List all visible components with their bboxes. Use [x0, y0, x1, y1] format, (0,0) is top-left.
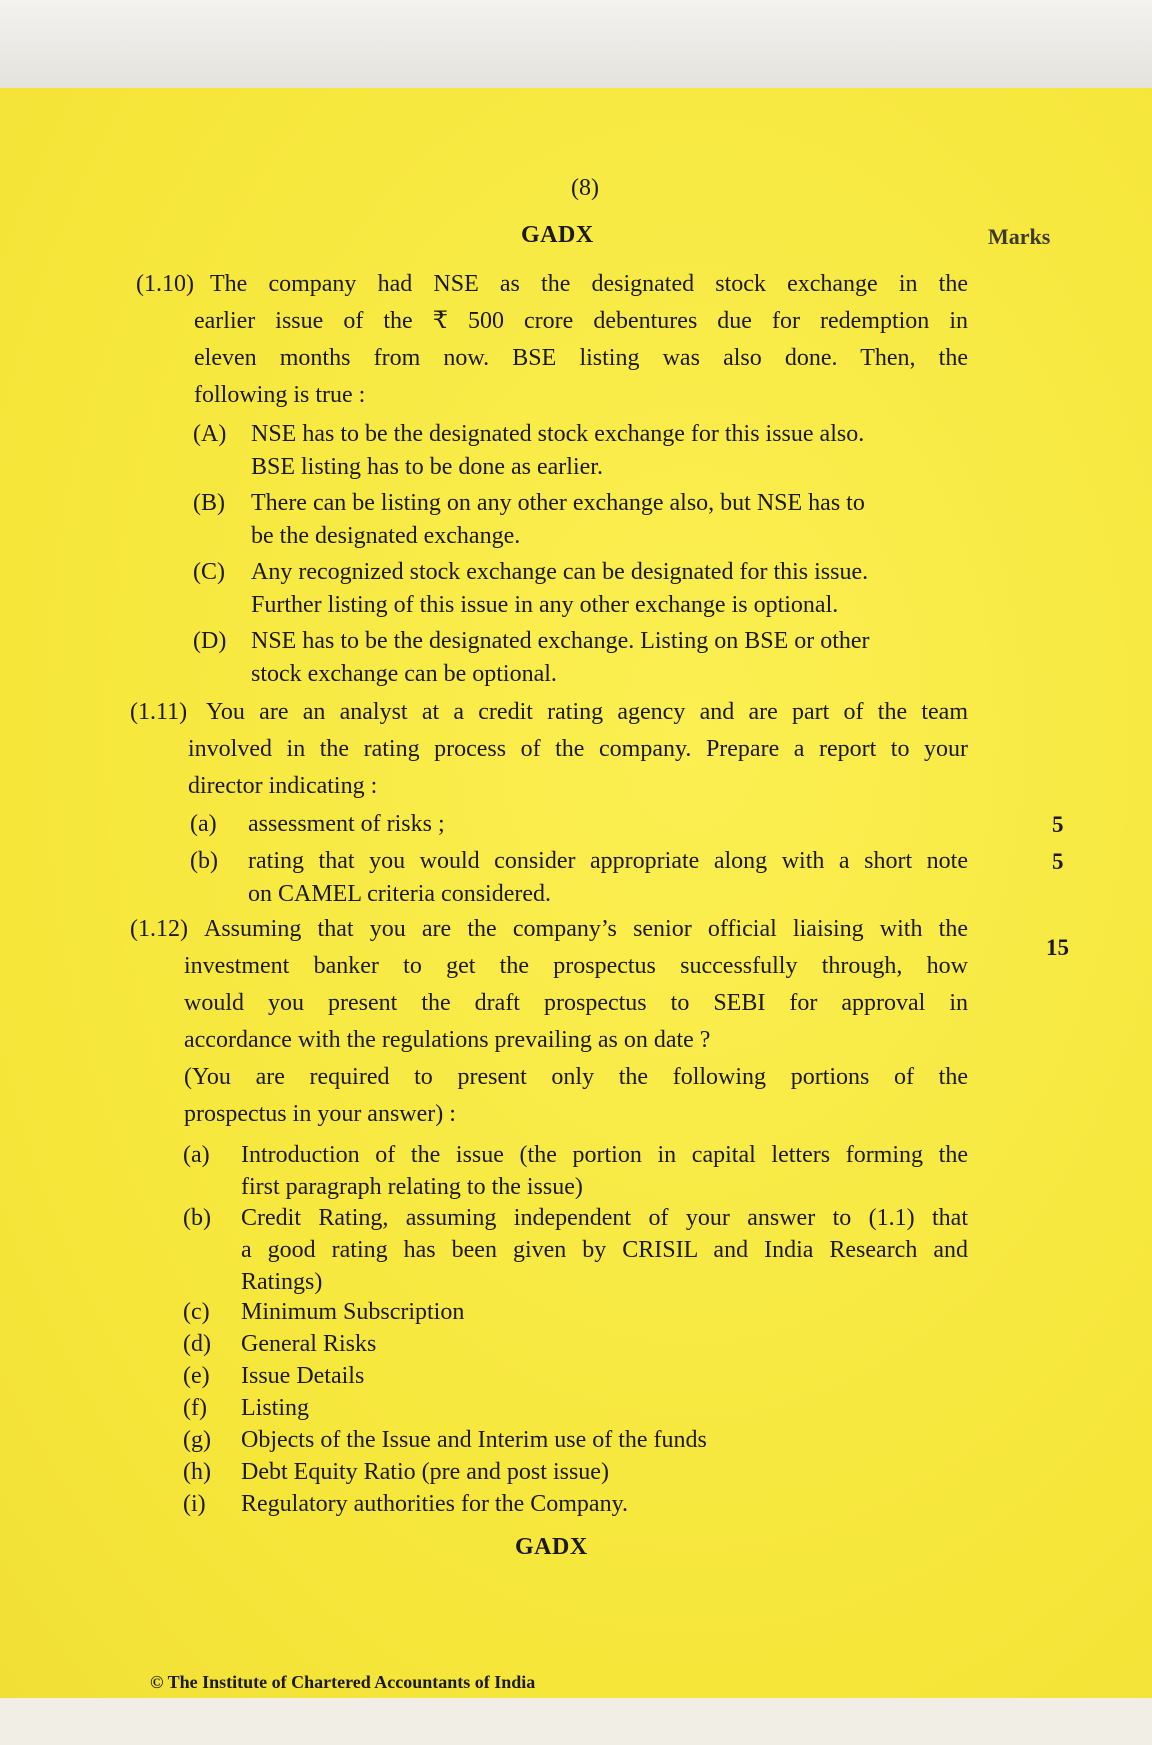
item-line: Regulatory authorities for the Company. — [241, 1491, 629, 1517]
question-number: (1.11) — [130, 699, 188, 725]
option-a — [193, 418, 968, 488]
item-label: (c) — [183, 1299, 210, 1325]
option-line: stock exchange can be optional. — [251, 661, 557, 687]
option-b — [193, 487, 968, 557]
item-line: a good rating has been given by CRISIL and India Research and — [241, 1237, 968, 1263]
item-line: rating that you would consider appropriate along with a short note — [248, 848, 968, 874]
question-number: (1.10) — [136, 271, 194, 297]
question-number: (1.12) — [130, 916, 188, 942]
question-line: investment banker to get the prospectus successfully through, how — [184, 953, 968, 979]
question-1-12 — [130, 911, 968, 1133]
question-1-10 — [136, 266, 968, 414]
option-line: BSE listing has to be done as earlier. — [251, 454, 603, 480]
question-note-line: (You are required to present only the following portions of the — [184, 1064, 968, 1090]
item-label: (h) — [183, 1459, 211, 1485]
item-line: General Risks — [241, 1331, 377, 1357]
item-label: (b) — [190, 848, 218, 874]
option-line: Any recognized stock exchange can be designated for this issue. — [251, 559, 869, 585]
paper-code-bottom: GADX — [515, 1534, 588, 1560]
question-line: accordance with the regulations prevailing as on date ? — [184, 1027, 711, 1053]
question-1-11 — [130, 694, 968, 805]
item-line: assessment of risks ; — [248, 811, 445, 837]
paper-code-top: GADX — [521, 222, 594, 248]
option-label: (B) — [193, 490, 225, 516]
copyright-footer: © The Institute of Chartered Accountants of India — [150, 1672, 536, 1692]
marks-1-12: 15 — [1046, 935, 1069, 960]
marks-column-header: Marks — [988, 224, 1051, 249]
marks-1-11-a: 5 — [1052, 812, 1064, 837]
question-line: You are an analyst at a credit rating agency and are part of the team — [206, 699, 968, 725]
item-line: first paragraph relating to the issue) — [241, 1174, 583, 1200]
item-label: (e) — [183, 1363, 210, 1389]
item-label: (g) — [183, 1427, 211, 1453]
item-label: (i) — [183, 1491, 206, 1517]
item-line: Objects of the Issue and Interim use of the funds — [241, 1427, 707, 1453]
item-1-11-a — [190, 808, 968, 842]
option-label: (A) — [193, 421, 227, 447]
option-line: be the designated exchange. — [251, 523, 521, 549]
question-line: eleven months from now. BSE listing was also done. Then, the — [194, 345, 968, 371]
item-line: on CAMEL criteria considered. — [248, 881, 552, 907]
option-line: Further listing of this issue in any other exchange is optional. — [251, 592, 839, 618]
item-line: Credit Rating, assuming independent of your answer to (1.1) that — [241, 1205, 968, 1231]
question-line: director indicating : — [188, 773, 378, 799]
question-line: would you present the draft prospectus to SEBI for approval in — [184, 990, 968, 1016]
item-line: Listing — [241, 1395, 310, 1421]
option-line: NSE has to be the designated stock exchange for this issue also. — [251, 421, 865, 447]
item-label: (d) — [183, 1331, 211, 1357]
item-1-11-b — [190, 845, 968, 911]
item-line: Minimum Subscription — [241, 1299, 465, 1325]
item-line: Debt Equity Ratio (pre and post issue) — [241, 1459, 609, 1485]
question-line: following is true : — [194, 382, 366, 408]
question-line: involved in the rating process of the company. Prepare a report to your — [188, 736, 968, 762]
item-label: (b) — [183, 1205, 211, 1231]
option-label: (D) — [193, 628, 227, 654]
item-label: (a) — [190, 811, 217, 837]
option-d — [193, 625, 968, 695]
question-line: The company had NSE as the designated stock exchange in the — [210, 271, 968, 297]
option-c — [193, 556, 968, 626]
item-label: (a) — [183, 1142, 210, 1168]
question-line: earlier issue of the ₹ 500 crore debentures due for redemption in — [194, 308, 968, 334]
scan-bottom-margin — [0, 1698, 1152, 1745]
item-line: Ratings) — [241, 1269, 323, 1295]
item-line: Issue Details — [241, 1363, 365, 1389]
option-line: NSE has to be the designated exchange. Listing on BSE or other — [251, 628, 870, 654]
option-line: There can be listing on any other exchange also, but NSE has to — [251, 490, 865, 516]
scan-top-margin — [0, 0, 1152, 92]
page-number: (8) — [571, 175, 599, 201]
item-label: (f) — [183, 1395, 207, 1421]
option-label: (C) — [193, 559, 225, 585]
marks-1-11-b: 5 — [1052, 849, 1064, 874]
question-note-line: prospectus in your answer) : — [184, 1101, 456, 1127]
question-line: Assuming that you are the company’s senior official liaising with the — [204, 916, 968, 942]
item-line: Introduction of the issue (the portion in capital letters forming the — [241, 1142, 968, 1168]
